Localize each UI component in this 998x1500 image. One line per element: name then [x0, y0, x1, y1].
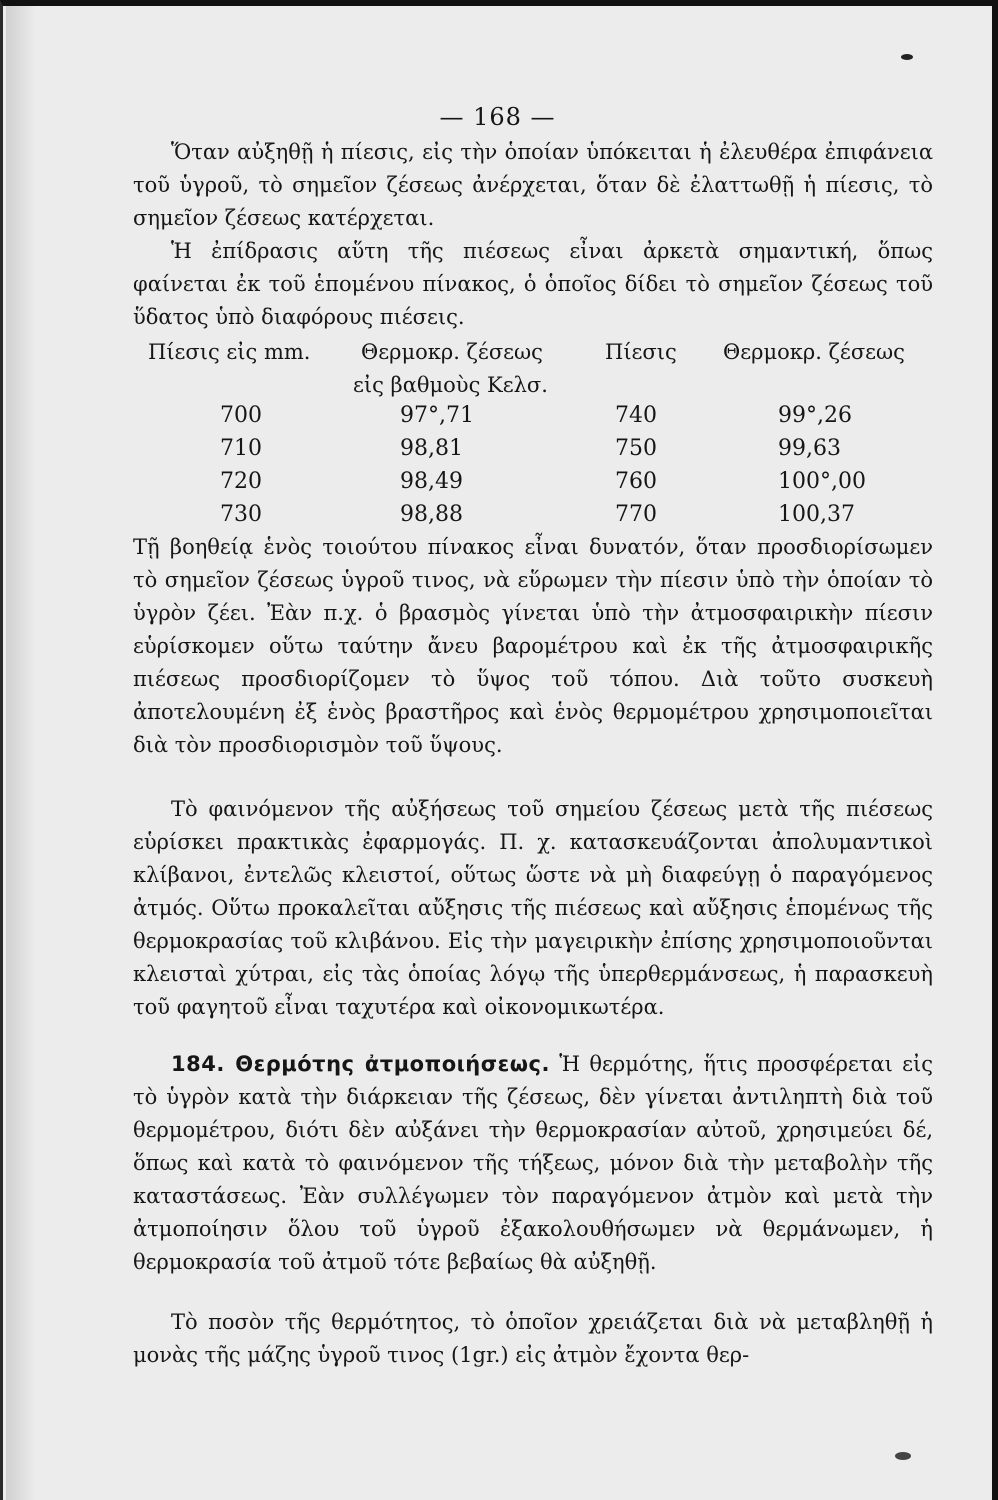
- table-row: [133, 399, 933, 432]
- body-paragraphs-intro: [133, 136, 933, 334]
- header-temp-right: Θερμοκρ. ζέσεως: [723, 340, 905, 364]
- table-row: [133, 432, 933, 465]
- pressure-cell: 750: [615, 436, 657, 461]
- temperature-cell: 98,88: [400, 502, 463, 527]
- paragraph-applications: Τὸ φαινόμενον τῆς αὐξήσεως τοῦ σημείου ζέσεως μετὰ τῆς πιέσεως εὑρίσκει πρακτικὰς ἐφαρμογάς. Π. χ. κατασκευάζονται ἀπολυμαντικοὶ κλίβανοι, ἐντελῶς κλειστοί, οὕτως ὥστε νὰ μὴ διαφεύγῃ ὁ παραγόμενος ἀτμός. Οὕτω προκαλεῖται αὔξησις τῆς πιέσεως καὶ αὔξησις ἑπομένως τῆς θερμοκρασίας τοῦ κλιβάνου. Εἰς τὴν μαγειρικὴν ἐπίσης χρησιμοποιοῦνται κλεισταὶ χύτραι, εἰς τὰς ὁποίας λόγῳ τῆς ὑπερθερμάνσεως, ἡ παρασκευὴ τοῦ φαγητοῦ εἶναι ταχυτέρα καὶ οἰκονομικωτέρα.: [133, 797, 933, 1019]
- header-pressure-right: Πίεσις: [605, 340, 677, 364]
- spine-shadow: [6, 6, 36, 1500]
- table-row: [133, 465, 933, 498]
- section-body: Ἡ θερμότης, ἥτις προσφέρεται εἰς τὸ ὑγρὸν κατὰ τὴν διάρκειαν τῆς ζέσεως, δὲν γίνεται ἀντιληπτὴ διὰ τοῦ θερμομέτρου, διότι δὲν αὐξάνει τὴν θερμοκρασίαν αὐτοῦ, χρησιμεύει δέ, ὅπως καὶ κατὰ τὸ φαινόμενον τῆς τήξεως, μόνον διὰ τὴν μεταβολὴν τῆς καταστάσεως. Ἐὰν συλλέγωμεν τὸν παραγόμενον ἀτμὸν καὶ μετὰ τὴν ἀτμοποίησιν ὅλου τοῦ ὑγροῦ ἐξακολουθήσωμεν νὰ θερμάνωμεν, ἡ θερμοκρασία τοῦ ἀτμοῦ τότε βεβαίως θὰ αὐξηθῇ.: [133, 1052, 933, 1274]
- ink-speck: [901, 54, 913, 60]
- paragraph-pressure-effect: Ἡ ἐπίδρασις αὕτη τῆς πιέσεως εἶναι ἀρκετὰ σημαντική, ὅπως φαίνεται ἐκ τοῦ ἑπομένου πίνακος, ὁ ὁποῖος δίδει τὸ σημεῖον ζέσεως τοῦ ὕδατος ὑπὸ διαφόρους πιέσεις.: [133, 239, 933, 329]
- paragraph-heat-quantity: Τὸ ποσὸν τῆς θερμότητος, τὸ ὁποῖον χρειάζεται διὰ νὰ μεταβληθῇ ἡ μονὰς τῆς μάζης ὑγροῦ τινος (1gr.) εἰς ἀτμὸν ἔχοντα θερ-: [133, 1310, 933, 1367]
- temperature-cell: 98,81: [400, 436, 463, 461]
- header-temp-units: εἰς βαθμοὺς Κελσ.: [353, 373, 548, 397]
- body-paragraph-heat-quantity: [133, 1306, 933, 1372]
- ink-speck: [895, 1452, 911, 1460]
- table-row: [133, 498, 933, 531]
- temperature-cell: 99,63: [778, 436, 841, 461]
- header-pressure-left: Πίεσις εἰς mm.: [148, 340, 311, 364]
- temperature-cell: 99°,26: [778, 403, 852, 428]
- pressure-cell: 700: [220, 403, 262, 428]
- section-heading: 184. Θερμότης ἀτμοποιήσεως.: [171, 1052, 550, 1076]
- pressure-cell: 770: [615, 502, 657, 527]
- pressure-cell: 720: [220, 469, 262, 494]
- body-section-184: [133, 1048, 933, 1279]
- boiling-point-table: [133, 399, 933, 531]
- page-number: — 168 —: [439, 103, 556, 131]
- pressure-cell: 710: [220, 436, 262, 461]
- paragraph-table-use: Τῇ βοηθείᾳ ἑνὸς τοιούτου πίνακος εἶναι δυνατόν, ὅταν προσδιορίσωμεν τὸ σημεῖον ζέσεως ὑγροῦ τινος, νὰ εὕρωμεν τὴν πίεσιν ὑπὸ τὴν ὁποίαν τὸ ὑγρὸν ζέει. Ἐὰν π.χ. ὁ βρασμὸς γίνεται ὑπὸ τὴν ἀτμοσφαιρικὴν πίεσιν εὑρίσκομεν οὕτω ταύτην ἄνευ βαρομέτρου καὶ ἐκ τῆς ἀτμοσφαιρικῆς πιέσεως προσδιορίζομεν τὸ ὕψος τοῦ τόπου. Διὰ τοῦτο συσκευὴ ἀποτελουμένη ἐξ ἑνὸς βραστῆρος καὶ ἑνὸς θερμομέτρου χρησιμοποιεῖται διὰ τὸν προσδιορισμὸν τοῦ ὕψους.: [133, 535, 933, 757]
- temperature-cell: 100,37: [778, 502, 855, 527]
- pressure-cell: 730: [220, 502, 262, 527]
- temperature-cell: 98,49: [400, 469, 463, 494]
- temperature-cell: 100°,00: [778, 469, 866, 494]
- body-paragraph-table-use: [133, 531, 933, 762]
- table-header: [133, 336, 933, 402]
- paragraph-boiling-point-rise: Ὅταν αὐξηθῇ ἡ πίεσις, εἰς τὴν ὁποίαν ὑπόκειται ἡ ἐλευθέρα ἐπιφάνεια τοῦ ὑγροῦ, τὸ σημεῖον ζέσεως ἀνέρχεται, ὅταν δὲ ἐλαττωθῇ ἡ πίεσις, τὸ σημεῖον ζέσεως κατέρχεται.: [133, 140, 933, 230]
- paragraph-section-184: [133, 1048, 933, 1279]
- body-paragraph-applications: [133, 793, 933, 1024]
- header-temp-left: Θερμοκρ. ζέσεως: [361, 340, 543, 364]
- pressure-cell: 760: [615, 469, 657, 494]
- temperature-cell: 97°,71: [400, 403, 474, 428]
- pressure-cell: 740: [615, 403, 657, 428]
